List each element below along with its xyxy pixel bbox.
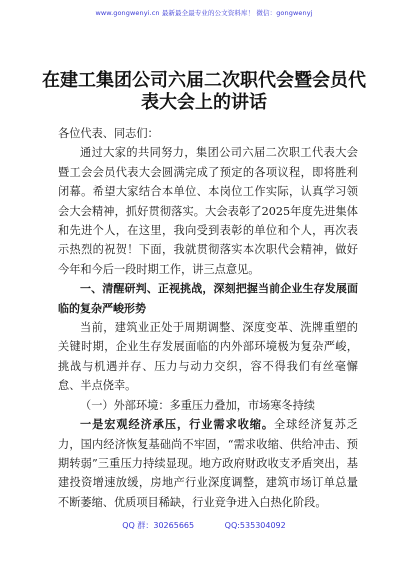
paragraph-macro-text: 全球经济复苏乏力，国内经济恢复基础尚不牢固，“需求收缩、供给冲击、预期转弱”三重压力持续显现。地方政府财政收支矛盾突出，基建投资增速放缓，房地产行业深度调整，建筑市场订单总量不断萎缩、优质项目稀缺，行业竞争进入白热化阶段。 — [58, 418, 358, 509]
document-body — [58, 124, 358, 512]
paragraph-intro: 通过大家的共同努力，集团公司六届二次职工代表大会暨工会会员代表大会圆满完成了预定的各项议程，即将胜利闭幕。希望大家结合本单位、本岗位工作实际，认真学习领会大会精神，抓好贯彻落实。大会表彰了2025年度先进集体和先进个人，在这里，我向受到表彰的单位和个人，再次表示热烈的祝贺！下面，我就贯彻落实本次职代会精神，做好今年和今后一段时期工作，讲三点意见。 — [58, 146, 358, 276]
footer-qq: QQ:535304092 — [224, 521, 286, 530]
paragraph-lead-bold: 一是宏观经济承压，行业需求收缩。 — [80, 418, 275, 432]
paragraph-macro — [58, 415, 358, 512]
header-url[interactable]: www.gongwenyi.cn — [95, 9, 160, 17]
paragraph-situation: 当前，建筑业正处于周期调整、深度变革、洗牌重塑的关键时期，企业生存发展面临的内外部环境极为复杂严峻，挑战与机遇并存、压力与动力交织，容不得我们有丝毫懈怠、半点侥幸。 — [58, 321, 358, 393]
page-header — [0, 8, 408, 17]
header-slogan: 最新最全最专业的公文资料库！ — [161, 9, 255, 17]
page-footer — [0, 520, 408, 531]
footer-qq-group: QQ 群：30265665 — [122, 521, 195, 530]
salutation: 各位代表、同志们： — [58, 127, 159, 140]
subsection-heading-1: （一）外部环境：多重压力叠加，市场寒冬持续 — [80, 398, 315, 412]
section-heading-1: 一、清醒研判、正视挑战，深刻把握当前企业生存发展面临的复杂严峻形势 — [58, 282, 358, 315]
header-wechat: 微信：gongwenyj — [256, 9, 313, 17]
document-title: 在建工集团公司六届二次职代会暨会员代表大会上的讲话 — [42, 70, 366, 113]
